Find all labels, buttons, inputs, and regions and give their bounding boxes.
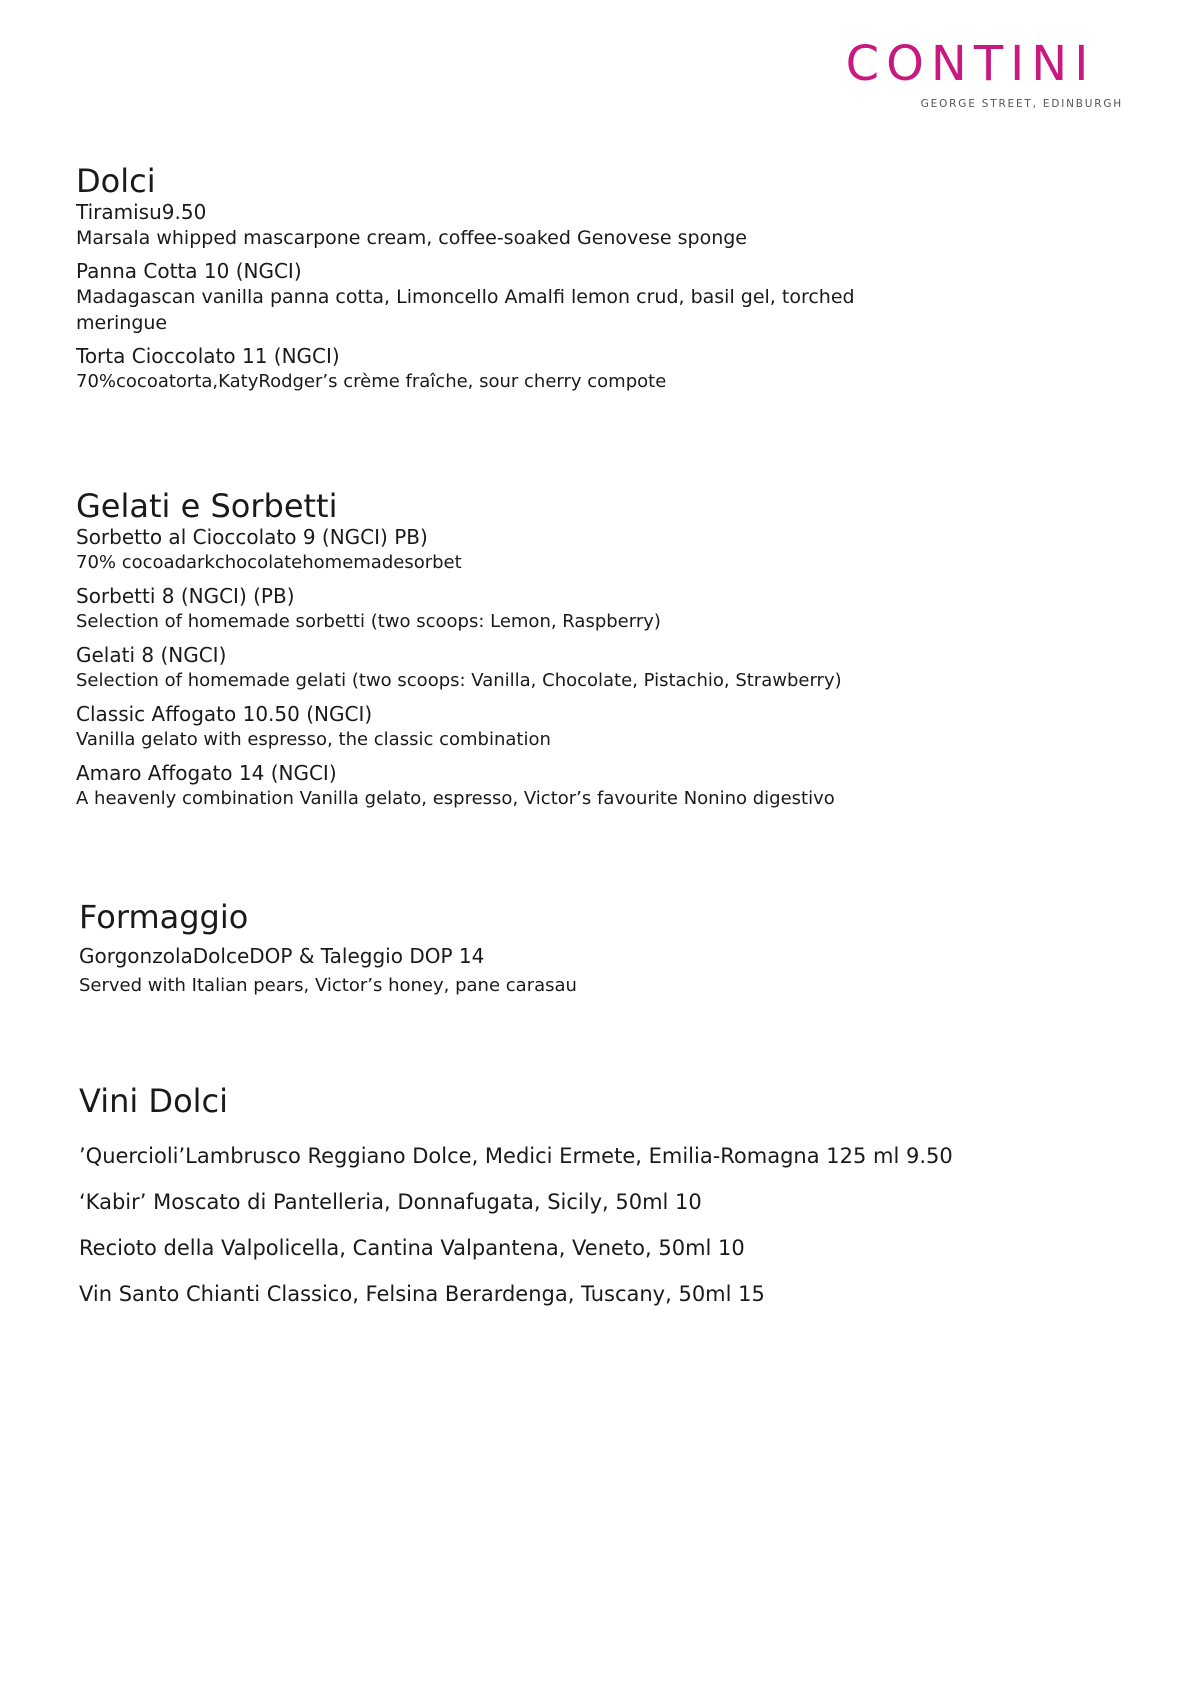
menu-item [76,761,1076,812]
menu-item-name: GorgonzolaDolceDOP & Taleggio DOP 14 [79,944,485,968]
menu-item-name: Sorbetto al Cioccolato 9 (NGCI) PB) [76,525,428,549]
section-title: Formaggio [79,898,249,936]
menu-item [79,944,1079,999]
menu-item [76,584,1076,635]
menu-item-description: Marsala whipped mascarpone cream, coffee-soaked Genovese sponge [76,227,747,249]
wine-item: ’Quercioli’Lambrusco Reggiano Dolce, Medici Ermete, Emilia-Romagna 125 ml 9.50 [79,1144,953,1168]
menu-item-name: Tiramisu9.50 [76,200,207,224]
menu-item-name: Sorbetti 8 (NGCI) (PB) [76,584,295,608]
wine-item: Recioto della Valpolicella, Cantina Valpantena, Veneto, 50ml 10 [79,1236,745,1260]
wine-list [79,1142,1079,1308]
wine-item: ‘Kabir’ Moscato di Pantelleria, Donnafugata, Sicily, 50ml 10 [79,1190,702,1214]
wine-item: Vin Santo Chianti Classico, Felsina Berardenga, Tuscany, 50ml 15 [79,1282,765,1306]
section-title: Gelati e Sorbetti [76,487,338,525]
brand-logo [807,36,1127,110]
section-vini-dolci [79,1082,1079,1326]
section-formaggio [79,898,1079,1007]
menu-item-description: A heavenly combination Vanilla gelato, espresso, Victor’s favourite Nonino digestivo [76,788,835,809]
section-dolci [76,162,1076,403]
menu-item [76,344,1076,395]
brand-subtitle: GEORGE STREET, EDINBURGH [920,98,1123,110]
menu-item [76,702,1076,753]
menu-item [76,643,1076,694]
menu-item-description: 70%cocoatorta,KatyRodger’s crème fraîche, sour cherry compote [76,371,667,392]
menu-item [76,525,1076,576]
menu-item-description: Selection of homemade gelati (two scoops: Vanilla, Chocolate, Pistachio, Strawberry) [76,670,842,691]
menu-item-description: Served with Italian pears, Victor’s honey, pane carasau [79,975,577,996]
section-title: Dolci [76,162,156,200]
menu-item-description: Selection of homemade sorbetti (two scoops: Lemon, Raspberry) [76,611,661,632]
menu-item [76,259,1076,336]
section-title: Vini Dolci [79,1082,229,1120]
menu-item-description: Madagascan vanilla panna cotta, Limoncello Amalfi lemon crud, basil gel, torched meringue [76,286,855,334]
menu-item-description: Vanilla gelato with espresso, the classic combination [76,729,551,750]
section-gelati-sorbetti [76,487,1076,820]
menu-item-name: Panna Cotta 10 (NGCI) [76,259,302,283]
menu-item-name: Gelati 8 (NGCI) [76,643,227,667]
menu-item-name: Amaro Affogato 14 (NGCI) [76,761,337,785]
menu-item-name: Classic Affogato 10.50 (NGCI) [76,702,373,726]
brand-name: CONTINI [845,36,1096,92]
menu-item-description: 70% cocoadarkchocolatehomemadesorbet [76,552,462,573]
menu-item-name: Torta Cioccolato 11 (NGCI) [76,344,340,368]
menu-item [76,200,1076,251]
